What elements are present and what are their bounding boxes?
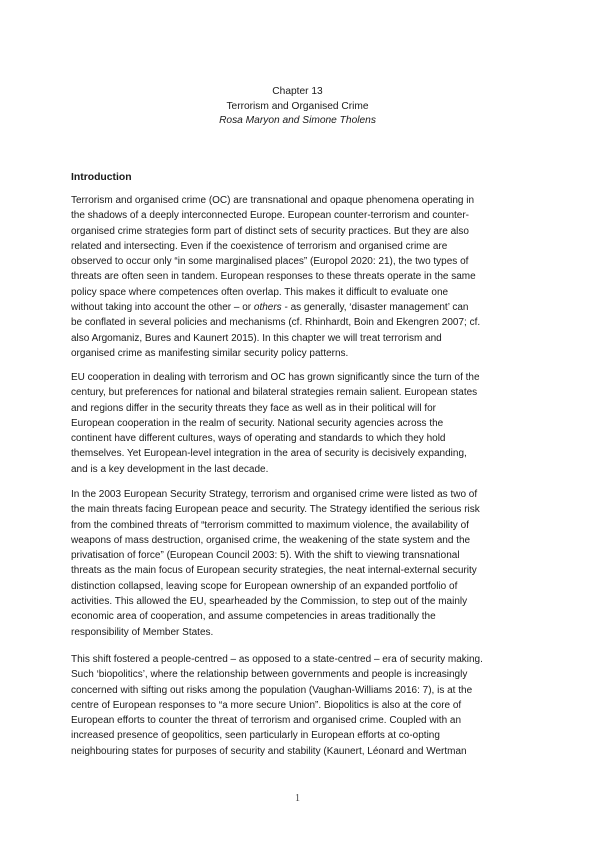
text-line: and regions differ in the security threats they face as well as in their political will for — [71, 402, 436, 414]
text-line: increased presence of geopolitics, seen particularly in European efforts at co-opting — [71, 730, 440, 742]
paragraph-1 — [71, 193, 531, 361]
chapter-authors: Rosa Maryon and Simone Tholens — [219, 115, 376, 126]
text-line: themselves. Yet European-level integration in the area of security is decisively expanding, — [71, 448, 467, 460]
text-line: In the 2003 European Security Strategy, terrorism and organised crime were listed as two of — [71, 489, 478, 500]
text-line: century, but preferences for national and bilateral strategies remain salient. European states — [71, 387, 478, 399]
text-line: activities. This allowed the EU, spearheaded by the Commission, to step out of the mainly — [71, 596, 468, 608]
text-line: concerned with sifting out risks among the population (Vaughan-Williams 2016: 7), is at the — [71, 684, 473, 696]
text-line: threats as the main focus of European security strategies, the neat internal-external security — [71, 565, 477, 577]
text-line: be conflated in several policies and mechanisms (cf. Rhinhardt, Boin and Ekengren 2007; cf. — [71, 317, 481, 329]
text-line: policy space where competences often overlap. This makes it difficult to evaluate one — [71, 286, 449, 298]
text-line: observed to occur only “in some marginalised places” (Europol 2020: 21), the two types of — [71, 256, 469, 268]
text-line: and is a key development in the last decade. — [71, 463, 269, 475]
text-line: threats are often seen in tandem. European responses to these threats operate in the same — [71, 271, 476, 283]
text-line: centre of European responses to “a more secure Union”. Biopolitics is also at the core of — [71, 699, 462, 711]
chapter-number: Chapter 13 — [272, 86, 323, 97]
text-line: responsibility of Member States. — [71, 626, 214, 638]
text-line: from the combined threats of “terrorism committed to maximum violence, the availability of — [71, 519, 469, 531]
text-line: the shadows of a deeply interconnected Europe. European counter-terrorism and counter- — [71, 210, 470, 222]
text-line: neighbouring states for purposes of security and stability (Kaunert, Léonard and Wertman — [71, 745, 467, 757]
text-line: European efforts to counter the threat of terrorism and organised crime. Coupled with an — [71, 715, 462, 727]
text-line: also Argomaniz, Bures and Kaunert 2015). In this chapter we will treat terrorism and — [71, 332, 442, 344]
text-line: privatisation of force” (European Council 2003: 5). With the shift to viewing transnational — [71, 550, 460, 562]
section-heading: Introduction — [71, 172, 132, 183]
text-line: EU cooperation in dealing with terrorism and OC has grown significantly since the turn of the — [71, 372, 480, 383]
text-line: Terrorism and organised crime (OC) are transnational and opaque phenomena operating in — [71, 195, 475, 206]
text-line: economic area of cooperation, and assume competencies in areas traditionally the — [71, 611, 436, 623]
text-line: related and intersecting. Even if the coexistence of terrorism and organised crime are — [71, 240, 448, 252]
page-number: 1 — [295, 793, 300, 804]
text-line: organised crime strategies form part of distinct sets of security practices. But they are also — [71, 225, 469, 237]
paragraph-2 — [71, 370, 531, 477]
text-line: European cooperation in the realm of security. National security agencies across the — [71, 417, 444, 429]
text-line: the main threats facing European peace and security. The Strategy identified the serious risk — [71, 504, 480, 516]
text-line: continent have different cultures, ways of operating and standards to which they hold — [71, 433, 446, 445]
text-line: distinction collapsed, leaving scope for European ownership of an expanded portfolio of — [71, 580, 458, 592]
chapter-header — [0, 85, 595, 129]
paragraph-3 — [71, 487, 531, 640]
text-line: This shift fostered a people-centred – as opposed to a state-centred – era of security making. — [71, 654, 483, 665]
text-line: weapons of mass destruction, organised crime, the weakening of the state system and the — [71, 534, 471, 546]
text-line: Such ‘biopolitics’, where the relationship between governments and people is increasingly — [71, 669, 468, 681]
paragraph-4 — [71, 652, 531, 759]
text-line: organised crime as manifesting similar security policy patterns. — [71, 347, 349, 359]
text-line: without taking into account the other – or others - as generally, ‘disaster management’ can — [71, 302, 469, 314]
chapter-title: Terrorism and Organised Crime — [226, 100, 369, 112]
